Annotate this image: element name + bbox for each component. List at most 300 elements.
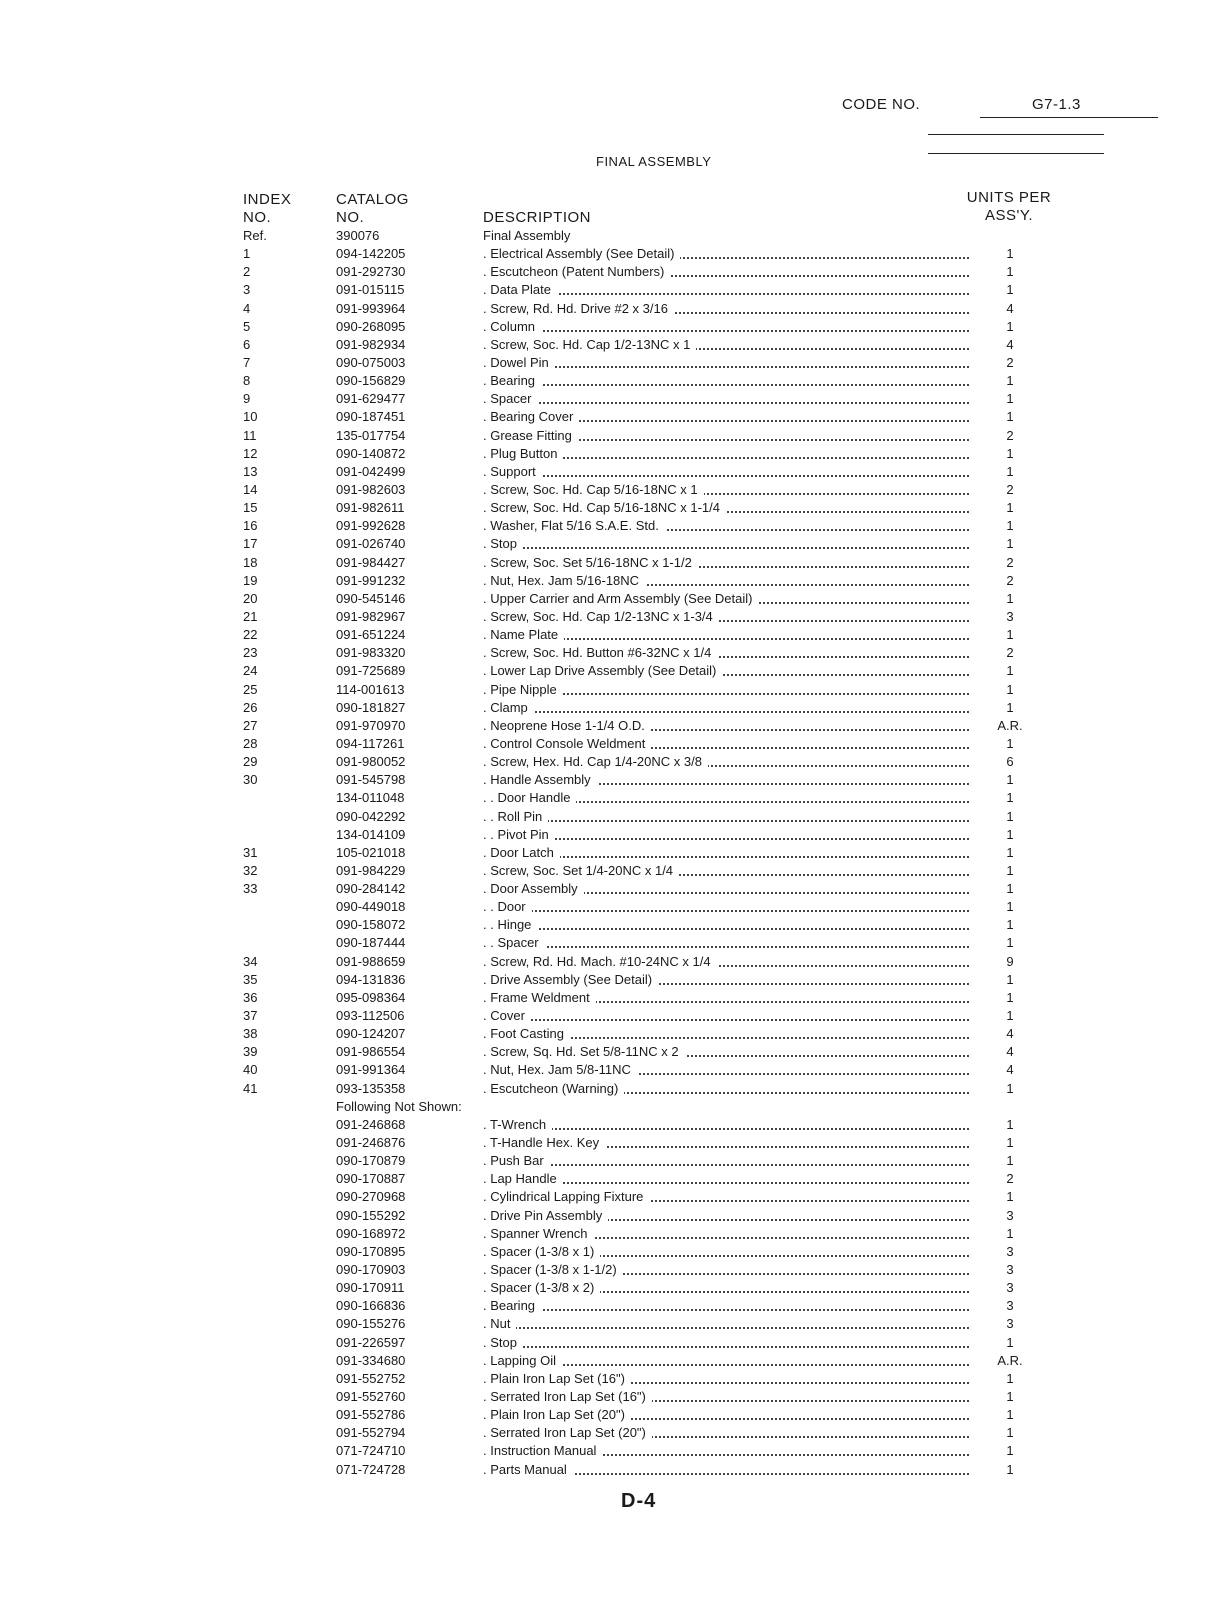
table-row	[0, 281, 1228, 299]
part-description-text: . T-Handle Hex. Key	[483, 1135, 605, 1150]
part-description	[483, 336, 969, 354]
units-per-assembly: 1	[1006, 1370, 1014, 1386]
units-per-assembly: 3	[1006, 1262, 1014, 1278]
catalog-number: 090-270968	[336, 1189, 406, 1205]
catalog-number: 090-170879	[336, 1153, 406, 1169]
catalog-number: 090-140872	[336, 445, 406, 461]
units-per-assembly: 2	[1006, 427, 1014, 443]
catalog-number: 091-226597	[336, 1334, 406, 1350]
catalog-number: 090-155292	[336, 1207, 406, 1223]
catalog-number: 091-042499	[336, 463, 406, 479]
table-row	[0, 989, 1228, 1007]
catalog-number: 090-124207	[336, 1026, 406, 1042]
part-description	[483, 1406, 969, 1424]
part-description-text: . Nut, Hex. Jam 5/16-18NC	[483, 573, 645, 588]
units-per-assembly: 1	[1006, 844, 1014, 860]
table-row	[0, 1406, 1228, 1424]
table-row	[0, 1334, 1228, 1352]
catalog-number: 091-552786	[336, 1407, 406, 1423]
index-number: 27	[243, 717, 258, 733]
table-row	[0, 554, 1228, 572]
part-description	[483, 245, 969, 263]
part-description-text: . Screw, Soc. Hd. Button #6-32NC x 1/4	[483, 645, 717, 660]
part-description	[483, 1442, 969, 1460]
part-description	[483, 1352, 969, 1370]
part-description	[483, 1134, 969, 1152]
catalog-number: 091-982611	[336, 500, 405, 516]
dot-leader	[483, 1309, 969, 1311]
part-description	[483, 535, 969, 553]
part-description-text: . . Door	[483, 899, 532, 914]
part-description	[483, 445, 969, 463]
units-per-assembly: 1	[1006, 373, 1014, 389]
part-description-text: . Washer, Flat 5/16 S.A.E. Std.	[483, 518, 665, 533]
catalog-number: 134-014109	[336, 826, 406, 842]
part-description	[483, 572, 969, 590]
catalog-number: 090-170903	[336, 1262, 406, 1278]
part-description	[483, 1207, 969, 1225]
units-per-assembly: 1	[1006, 808, 1014, 824]
table-row	[0, 1461, 1228, 1479]
section-heading	[0, 1098, 1228, 1116]
part-description-text: . Bearing	[483, 373, 541, 388]
part-description-text: . T-Wrench	[483, 1117, 552, 1132]
catalog-number: 094-142205	[336, 246, 406, 262]
part-description	[483, 681, 969, 699]
table-row	[0, 1061, 1228, 1079]
part-description-text: . Lap Handle	[483, 1171, 563, 1186]
units-per-assembly: 1	[1006, 790, 1014, 806]
table-row	[0, 318, 1228, 336]
part-description-text: . Dowel Pin	[483, 355, 555, 370]
part-description	[483, 517, 969, 535]
catalog-number: 091-991232	[336, 572, 406, 588]
catalog-number: 390076	[336, 228, 380, 243]
catalog-number: 091-988659	[336, 953, 406, 969]
catalog-number: 091-651224	[336, 627, 406, 643]
catalog-number: 091-982603	[336, 481, 406, 497]
index-number: 39	[243, 1044, 258, 1060]
units-per-assembly: 1	[1006, 1334, 1014, 1350]
parts-list	[0, 227, 1228, 1479]
part-description-text: . Foot Casting	[483, 1026, 570, 1041]
units-per-assembly: 1	[1006, 1225, 1014, 1241]
table-row	[0, 372, 1228, 390]
catalog-number: 095-098364	[336, 989, 406, 1005]
part-description	[483, 916, 969, 934]
part-description-text: . Push Bar	[483, 1153, 550, 1168]
catalog-number: 090-166836	[336, 1298, 406, 1314]
part-description	[483, 953, 969, 971]
part-description	[483, 1297, 969, 1315]
index-number: 35	[243, 971, 258, 987]
part-description	[483, 735, 969, 753]
part-description	[483, 1152, 969, 1170]
part-description	[483, 318, 969, 336]
part-description-text: . Lapping Oil	[483, 1353, 562, 1368]
table-row	[0, 1152, 1228, 1170]
part-description-text: . Spacer	[483, 391, 537, 406]
part-description	[483, 1279, 969, 1297]
index-number: 1	[243, 246, 251, 262]
table-row	[0, 644, 1228, 662]
part-description-text: . Screw, Sq. Hd. Set 5/8-11NC x 2	[483, 1044, 685, 1059]
units-per-assembly: 1	[1006, 264, 1014, 280]
index-number: 15	[243, 500, 258, 516]
table-row	[0, 1315, 1228, 1333]
table-row	[0, 336, 1228, 354]
table-row	[0, 934, 1228, 952]
dot-leader	[483, 928, 969, 930]
catalog-number: 091-986554	[336, 1044, 406, 1060]
catalog-number: 091-982967	[336, 608, 406, 624]
catalog-number: 105-021018	[336, 844, 406, 860]
table-row	[0, 699, 1228, 717]
dot-leader	[483, 475, 969, 477]
index-number: 8	[243, 373, 251, 389]
table-row	[0, 390, 1228, 408]
part-description	[483, 1334, 969, 1352]
index-number: 11	[243, 427, 257, 443]
part-description-text: . Door Latch	[483, 845, 560, 860]
table-row	[0, 517, 1228, 535]
catalog-number: 091-983320	[336, 645, 406, 661]
index-number: 20	[243, 590, 258, 606]
part-description-text: . Spacer (1-3/8 x 2)	[483, 1280, 600, 1295]
part-description	[483, 1043, 969, 1061]
part-description	[483, 1061, 969, 1079]
units-per-assembly: 1	[1006, 1425, 1014, 1441]
part-description-text: . Plain Iron Lap Set (20")	[483, 1407, 631, 1422]
part-description-text: . Screw, Soc. Hd. Cap 1/2-13NC x 1	[483, 337, 696, 352]
catalog-number: 090-155276	[336, 1316, 406, 1332]
units-per-assembly: 1	[1006, 989, 1014, 1005]
catalog-number: 071-724710	[336, 1443, 406, 1459]
part-description	[483, 1261, 969, 1279]
table-row	[0, 1261, 1228, 1279]
catalog-number: 090-449018	[336, 899, 406, 915]
units-per-assembly: 1	[1006, 391, 1014, 407]
page-number: D-4	[621, 1490, 657, 1512]
catalog-number: 094-131836	[336, 971, 406, 987]
part-description	[483, 1188, 969, 1206]
dot-leader	[483, 1327, 969, 1329]
units-per-assembly: 1	[1006, 699, 1014, 715]
dot-leader	[483, 547, 969, 549]
part-description-text: . Electrical Assembly (See Detail)	[483, 246, 680, 261]
part-description-text: . Neoprene Hose 1-1/4 O.D.	[483, 718, 651, 733]
table-row	[0, 445, 1228, 463]
code-number-label: CODE NO.	[842, 96, 921, 113]
part-description-text: . Grease Fitting	[483, 428, 578, 443]
table-row	[0, 354, 1228, 372]
catalog-number: 090-170895	[336, 1243, 406, 1259]
part-description-text: . . Door Handle	[483, 790, 576, 805]
catalog-number: 090-545146	[336, 590, 406, 606]
part-description	[483, 808, 969, 826]
catalog-number: 090-187444	[336, 935, 406, 951]
part-description	[483, 1243, 969, 1261]
index-number: 16	[243, 518, 258, 534]
table-row	[0, 717, 1228, 735]
units-per-assembly: 4	[1006, 300, 1014, 316]
part-description	[483, 608, 969, 626]
part-description-text: . Lower Lap Drive Assembly (See Detail)	[483, 663, 722, 678]
table-row	[0, 753, 1228, 771]
catalog-number: 134-011048	[336, 790, 405, 806]
catalog-number: 071-724728	[336, 1461, 406, 1477]
table-row	[0, 916, 1228, 934]
part-description	[483, 789, 969, 807]
index-number: 13	[243, 463, 258, 479]
table-row	[0, 971, 1228, 989]
catalog-number: 090-170911	[336, 1280, 405, 1296]
units-per-assembly: 1	[1006, 663, 1014, 679]
units-per-assembly: 1	[1006, 282, 1014, 298]
dot-leader	[483, 946, 969, 948]
units-per-assembly: 1	[1006, 1153, 1014, 1169]
page-title: FINAL ASSEMBLY	[596, 154, 712, 169]
part-description	[483, 898, 969, 916]
catalog-number: 091-552752	[336, 1370, 406, 1386]
part-description	[483, 1116, 969, 1134]
catalog-number: 091-015115	[336, 282, 405, 298]
table-row	[0, 662, 1228, 680]
table-row	[0, 608, 1228, 626]
units-per-assembly: 1	[1006, 935, 1014, 951]
index-number: 41	[243, 1080, 258, 1096]
dot-leader	[483, 1164, 969, 1166]
dot-leader	[483, 838, 969, 840]
catalog-number: 093-112506	[336, 1008, 405, 1024]
units-per-assembly: 2	[1006, 572, 1014, 588]
units-per-assembly: 1	[1006, 246, 1014, 262]
part-description-text: . Instruction Manual	[483, 1443, 602, 1458]
units-per-assembly: 1	[1006, 1443, 1014, 1459]
part-description	[483, 481, 969, 499]
part-description-text: . Screw, Soc. Set 5/16-18NC x 1-1/2	[483, 555, 698, 570]
catalog-number: 090-284142	[336, 881, 406, 897]
catalog-number: 090-042292	[336, 808, 406, 824]
table-row	[0, 1225, 1228, 1243]
column-header-description: DESCRIPTION	[483, 209, 592, 226]
dot-leader	[483, 366, 969, 368]
index-number: 32	[243, 862, 258, 878]
index-number: 24	[243, 663, 258, 679]
part-description-text: . Bearing Cover	[483, 409, 579, 424]
index-number: 33	[243, 881, 258, 897]
part-description	[483, 354, 969, 372]
catalog-number: 091-984229	[336, 862, 406, 878]
units-per-assembly: 6	[1006, 754, 1014, 770]
catalog-number: 091-545798	[336, 772, 406, 788]
catalog-number: 091-980052	[336, 754, 406, 770]
part-description-text: . Screw, Hex. Hd. Cap 1/4-20NC x 3/8	[483, 754, 708, 769]
part-description-text: . Pipe Nipple	[483, 682, 563, 697]
dot-leader	[483, 330, 969, 332]
part-description	[483, 753, 969, 771]
catalog-number: 090-181827	[336, 699, 406, 715]
part-description-text: . Handle Assembly	[483, 772, 597, 787]
part-description	[483, 717, 969, 735]
units-per-assembly: 4	[1006, 1062, 1014, 1078]
part-description-text: . Serrated Iron Lap Set (20")	[483, 1425, 652, 1440]
units-per-assembly: 2	[1006, 554, 1014, 570]
part-description-text: . Cylindrical Lapping Fixture	[483, 1189, 649, 1204]
index-number: 6	[243, 336, 251, 352]
part-description-text: . Plain Iron Lap Set (16")	[483, 1371, 631, 1386]
part-description	[483, 1025, 969, 1043]
part-description-text: . Door Assembly	[483, 881, 584, 896]
part-description	[483, 372, 969, 390]
table-row	[0, 1025, 1228, 1043]
units-per-assembly: 1	[1006, 681, 1014, 697]
table-row	[0, 898, 1228, 916]
units-per-assembly: 1	[1006, 1135, 1014, 1151]
dot-leader	[483, 384, 969, 386]
part-description	[483, 590, 969, 608]
catalog-number: 090-268095	[336, 318, 406, 334]
units-per-assembly: 1	[1006, 826, 1014, 842]
part-description-text: . Screw, Soc. Hd. Cap 5/16-18NC x 1-1/4	[483, 500, 726, 515]
part-description-text: . Nut	[483, 1316, 516, 1331]
part-description	[483, 971, 969, 989]
units-per-assembly: 1	[1006, 1189, 1014, 1205]
table-row	[0, 1297, 1228, 1315]
part-description-text: . Name Plate	[483, 627, 564, 642]
index-number: 9	[243, 391, 251, 407]
table-row	[0, 408, 1228, 426]
column-header-catalog: CATALOG NO.	[336, 191, 409, 226]
catalog-number: 091-246868	[336, 1116, 406, 1132]
table-row	[0, 880, 1228, 898]
table-row	[0, 953, 1228, 971]
table-row	[0, 1352, 1228, 1370]
table-row	[0, 1370, 1228, 1388]
part-description	[483, 427, 969, 445]
units-per-assembly: 3	[1006, 1316, 1014, 1332]
dot-leader	[483, 820, 969, 822]
part-description-text: . . Roll Pin	[483, 809, 548, 824]
index-number: 40	[243, 1062, 258, 1078]
catalog-number: 091-725689	[336, 663, 406, 679]
part-description-text: . Escutcheon (Patent Numbers)	[483, 264, 670, 279]
units-per-assembly: 1	[1006, 536, 1014, 552]
table-row	[0, 735, 1228, 753]
index-number: 36	[243, 989, 258, 1005]
dot-leader	[483, 1128, 969, 1130]
table-row	[0, 263, 1228, 281]
dot-leader	[483, 1019, 969, 1021]
part-description	[483, 1461, 969, 1479]
part-description-text: . Serrated Iron Lap Set (16")	[483, 1389, 652, 1404]
part-description-text: . Control Console Weldment	[483, 736, 651, 751]
part-description-text: . Upper Carrier and Arm Assembly (See Detail)	[483, 591, 758, 606]
table-row	[0, 789, 1228, 807]
part-description-text: . Clamp	[483, 700, 534, 715]
index-number: 28	[243, 735, 258, 751]
table-row	[0, 427, 1228, 445]
units-per-assembly: 2	[1006, 1171, 1014, 1187]
part-description	[483, 862, 969, 880]
table-row	[0, 1080, 1228, 1098]
table-row	[0, 826, 1228, 844]
part-description-text: . Spanner Wrench	[483, 1226, 594, 1241]
units-per-assembly: 1	[1006, 862, 1014, 878]
units-per-assembly: 2	[1006, 645, 1014, 661]
catalog-number: 091-991364	[336, 1062, 406, 1078]
part-description	[483, 554, 969, 572]
part-description	[483, 263, 969, 281]
blank-line	[928, 153, 1104, 154]
part-description-text: . Frame Weldment	[483, 990, 596, 1005]
part-description-text: . Plug Button	[483, 446, 563, 461]
units-per-assembly: 4	[1006, 336, 1014, 352]
part-description	[483, 227, 969, 245]
part-description	[483, 1370, 969, 1388]
catalog-number: 091-984427	[336, 554, 406, 570]
part-description-text: . Cover	[483, 1008, 531, 1023]
part-description-text: . Stop	[483, 536, 523, 551]
units-per-assembly: 1	[1006, 409, 1014, 425]
catalog-number: 091-552794	[336, 1425, 406, 1441]
part-description	[483, 844, 969, 862]
section-label: Following Not Shown:	[336, 1098, 462, 1114]
part-description-text: . Column	[483, 319, 541, 334]
units-per-assembly: 1	[1006, 590, 1014, 606]
units-per-assembly: 1	[1006, 1407, 1014, 1423]
units-per-assembly: A.R.	[997, 1352, 1023, 1368]
table-row	[0, 1007, 1228, 1025]
index-number: 29	[243, 754, 258, 770]
part-description	[483, 989, 969, 1007]
part-description-text: . . Hinge	[483, 917, 537, 932]
part-description	[483, 390, 969, 408]
catalog-number: 091-629477	[336, 391, 406, 407]
table-row	[0, 844, 1228, 862]
index-number: 25	[243, 681, 258, 697]
index-number: 30	[243, 772, 258, 788]
part-description	[483, 880, 969, 898]
table-row	[0, 1424, 1228, 1442]
table-row	[0, 481, 1228, 499]
units-per-assembly: A.R.	[997, 717, 1023, 733]
part-description	[483, 644, 969, 662]
part-description-text: . Parts Manual	[483, 1462, 573, 1477]
index-number: 14	[243, 481, 258, 497]
catalog-number: 090-156829	[336, 373, 406, 389]
part-description	[483, 499, 969, 517]
index-number: 19	[243, 572, 258, 588]
part-description-text: . Drive Assembly (See Detail)	[483, 972, 658, 987]
part-description-text: . Spacer (1-3/8 x 1)	[483, 1244, 600, 1259]
units-per-assembly: 1	[1006, 500, 1014, 516]
index-number: 22	[243, 627, 258, 643]
units-per-assembly: 3	[1006, 1298, 1014, 1314]
units-per-assembly: 3	[1006, 1243, 1014, 1259]
code-number-value: G7-1.3	[980, 96, 1158, 118]
catalog-number: 091-993964	[336, 300, 406, 316]
units-per-assembly: 9	[1006, 953, 1014, 969]
table-row	[0, 1243, 1228, 1261]
table-row	[0, 1116, 1228, 1134]
index-number: Ref.	[243, 228, 267, 243]
part-description	[483, 1388, 969, 1406]
index-number: 37	[243, 1008, 258, 1024]
units-per-assembly: 1	[1006, 1080, 1014, 1096]
catalog-number: 090-075003	[336, 354, 406, 370]
part-description	[483, 1424, 969, 1442]
